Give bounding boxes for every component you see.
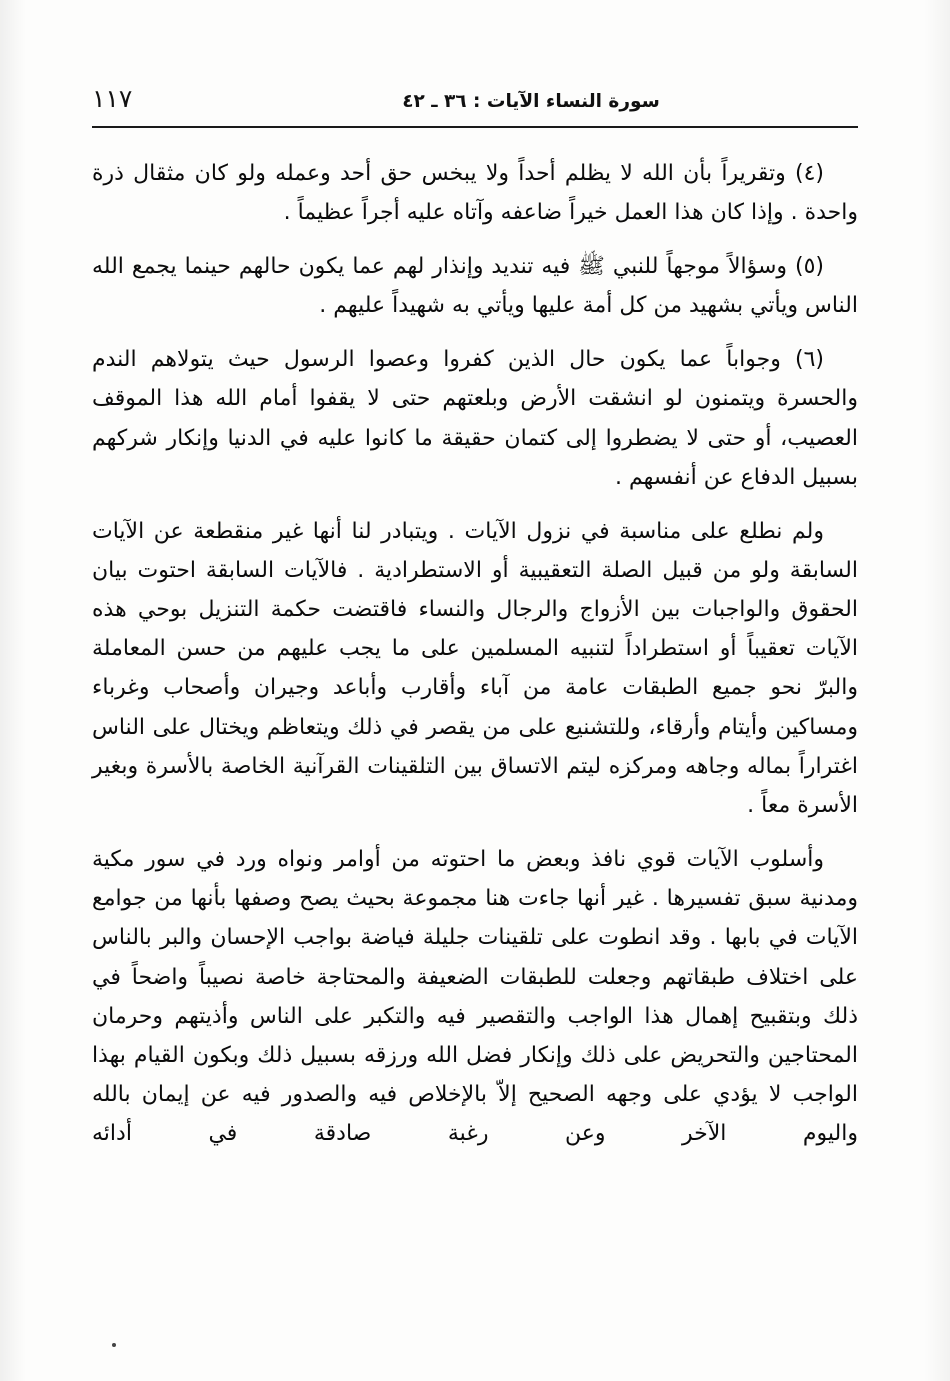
paragraph-3: (٦) وجواباً عما يكون حال الذين كفروا وعصوا الرسول حيث يتولاهم الندم والحسرة ويتمنون لو انشقت الأرض وبلعتهم حتى لا يقفوا أمام الله هذا الموقف العصيب، أو حتى لا يضطروا إلى كتمان حقيقة ما كانوا عليه في الدنيا وإنكار شركهم بسبيل الدفاع عن أنفسهم . bbox=[92, 347, 858, 490]
page-footer-mark bbox=[112, 1343, 116, 1347]
page-number: ١١٧ bbox=[92, 84, 133, 113]
running-head-title: سورة النساء الآيات : ٣٦ ـ ٤٢ bbox=[402, 91, 660, 112]
page-content bbox=[92, 84, 858, 1168]
page-header bbox=[92, 84, 858, 119]
paragraph-4: ولم نطلع على مناسبة في نزول الآيات . ويتبادر لنا أنها غير منقطعة عن الآيات السابقة ولو من قبيل الصلة التعقيبية أو الاستطرادية . فالآيات السابقة احتوت بيان الحقوق والواجبات بين الأزواج والرجال والنساء فاقتضت حكمة التنزيل بوحي هذه الآيات تعقيباً أو استطراداً لتنبيه المسلمين على ما يجب عليهم من حسن المعاملة والبرّ نحو جميع الطبقات عامة من آباء وأقارب وأباعد وجيران وأصحاب وغرباء ومساكين وأيتام وأرقاء، وللتشنيع على من يقصر في ذلك ويتعاظم ويختال على الناس اغتراراً بماله وجاهه ومركزه ليتم الاتساق بين التلقينات القرآنية الخاصة بالأسرة وبغير الأسرة معاً . bbox=[92, 518, 858, 818]
header-rule bbox=[92, 126, 858, 128]
paragraph-5: وأسلوب الآيات قوي نافذ وبعض ما احتوته من أوامر ونواه ورد في سور مكية ومدنية سبق تفسيرها . غير أنها جاءت هنا مجموعة بحيث يصح وصفها بأنها من جوامع الآيات في بابها . وقد انطوت على تلقينات جليلة فياضة بواجب الإحسان والبر بالناس على اختلاف طبقاتهم وجعلت للطبقات الضعيفة والمحتاجة خاصة نصيباً واضحاً في ذلك وبتقبيح إهمال هذا الواجب والتقصير فيه والتكبر على الناس وأذيتهم وحرمان المحتاجين والتحريض على ذلك وإنكار فضل الله ورزقه بسبيل ذلك وبكون القيام بهذا الواجب لا يؤدي على وجهه الصحيح إلاّ بالإخلاص فيه والصدور فيه عن إيمان بالله واليوم الآخر وعن رغبة صادقة في أدائه bbox=[92, 847, 858, 1147]
paragraph-1: (٤) وتقريراً بأن الله لا يظلم أحداً ولا يبخس حق أحد وعمله ولو كان مثقال ذرة واحدة . وإذا كان هذا العمل خيراً ضاعفه وآتاه عليه أجراً عظيماً . bbox=[92, 160, 858, 225]
paragraph-2: (٥) وسؤالاً موجهاً للنبي ﷺ فيه تنديد وإنذار لهم عما يكون حالهم حينما يجمع الله الناس ويأتي بشهيد من كل أمة عليها ويأتي به شهيداً عليهم . bbox=[92, 253, 858, 319]
